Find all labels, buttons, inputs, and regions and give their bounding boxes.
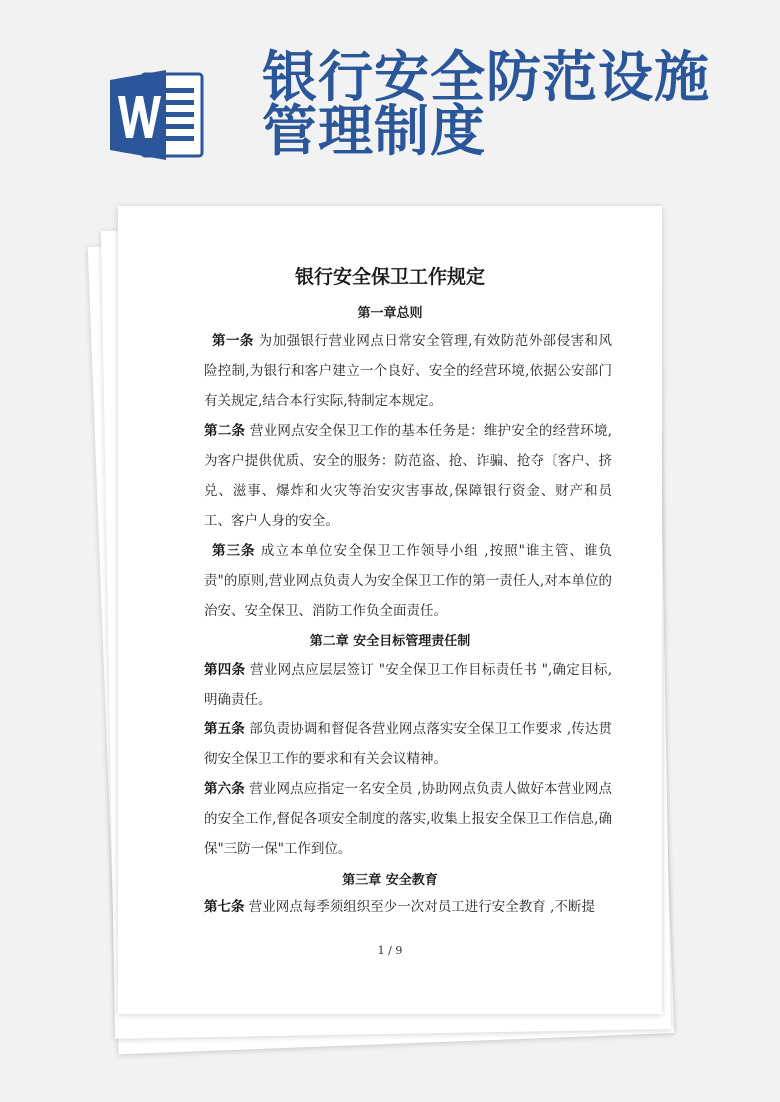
article-paragraph	[204, 774, 612, 864]
article-paragraph	[204, 416, 612, 536]
article-text: 成立本单位安全保卫工作领导小组 ,按照"谁主管、谁负责"的原则,营业网点负责人为安全保卫工作的第一责任人,对本单位的治安、安全保卫、消防工作负全面责任。	[204, 543, 612, 619]
article-label: 第一条	[212, 333, 254, 349]
chapter-heading: 第二章 安全目标管理责任制	[309, 634, 471, 649]
article-text: 营业网点安全保卫工作的基本任务是：维护安全的经营环境,为客户提供优质、安全的服务：防范盗、抢、诈骗、抢夺〔客户、挤兑、滋事、爆炸和火灾等治安灾害事故,保障银行资金、财产和员工、客户人身的安全。	[204, 423, 613, 529]
article-text: 营业网点应指定一名安全员 ,协助网点负责人做好本营业网点的安全工作,督促各项安全制度的落实,收集上报安全保卫工作信息,确保"三防一保"工作到位。	[204, 781, 613, 857]
chapter-heading: 第一章总则	[357, 306, 423, 321]
article-text: 部负责协调和督促各营业网点落实安全保卫工作要求 ,传达贯彻安全保卫工作的要求和有关会议精神。	[204, 721, 613, 767]
article-label: 第六条	[204, 781, 245, 797]
article-paragraph	[204, 326, 612, 416]
article-text: 营业网点应层层签订 "安全保卫工作目标责任书 ",确定目标,明确责任。	[204, 662, 612, 708]
article-label: 第四条	[204, 662, 246, 678]
header-title-line1: 银行安全防范设施	[262, 45, 711, 109]
page-header	[0, 0, 780, 200]
article-paragraph	[204, 655, 612, 715]
document-page	[118, 206, 662, 1014]
word-icon	[108, 68, 206, 162]
article-label: 第三条	[212, 543, 256, 559]
article-label: 第二条	[204, 423, 246, 439]
article-text: 营业网点每季须组织至少一次对员工进行安全教育 ,不断提	[248, 899, 595, 915]
article-text: 为加强银行营业网点日常安全管理,有效防范外部侵害和风险控制,为银行和客户建立一个良好、安全的经营环境,依据公安部门有关规定,结合本行实际,特制定本规定。	[204, 333, 613, 409]
article-paragraph	[204, 714, 612, 774]
article-paragraph	[204, 892, 612, 922]
page-number: 1 / 9	[377, 944, 403, 957]
document-title: 银行安全保卫工作规定	[294, 266, 485, 288]
chapter-heading: 第三章 安全教育	[342, 873, 438, 888]
article-paragraph	[204, 536, 612, 626]
header-title-line2: 管理制度	[262, 99, 487, 163]
article-label: 第七条	[204, 899, 245, 915]
article-label: 第五条	[204, 721, 245, 737]
